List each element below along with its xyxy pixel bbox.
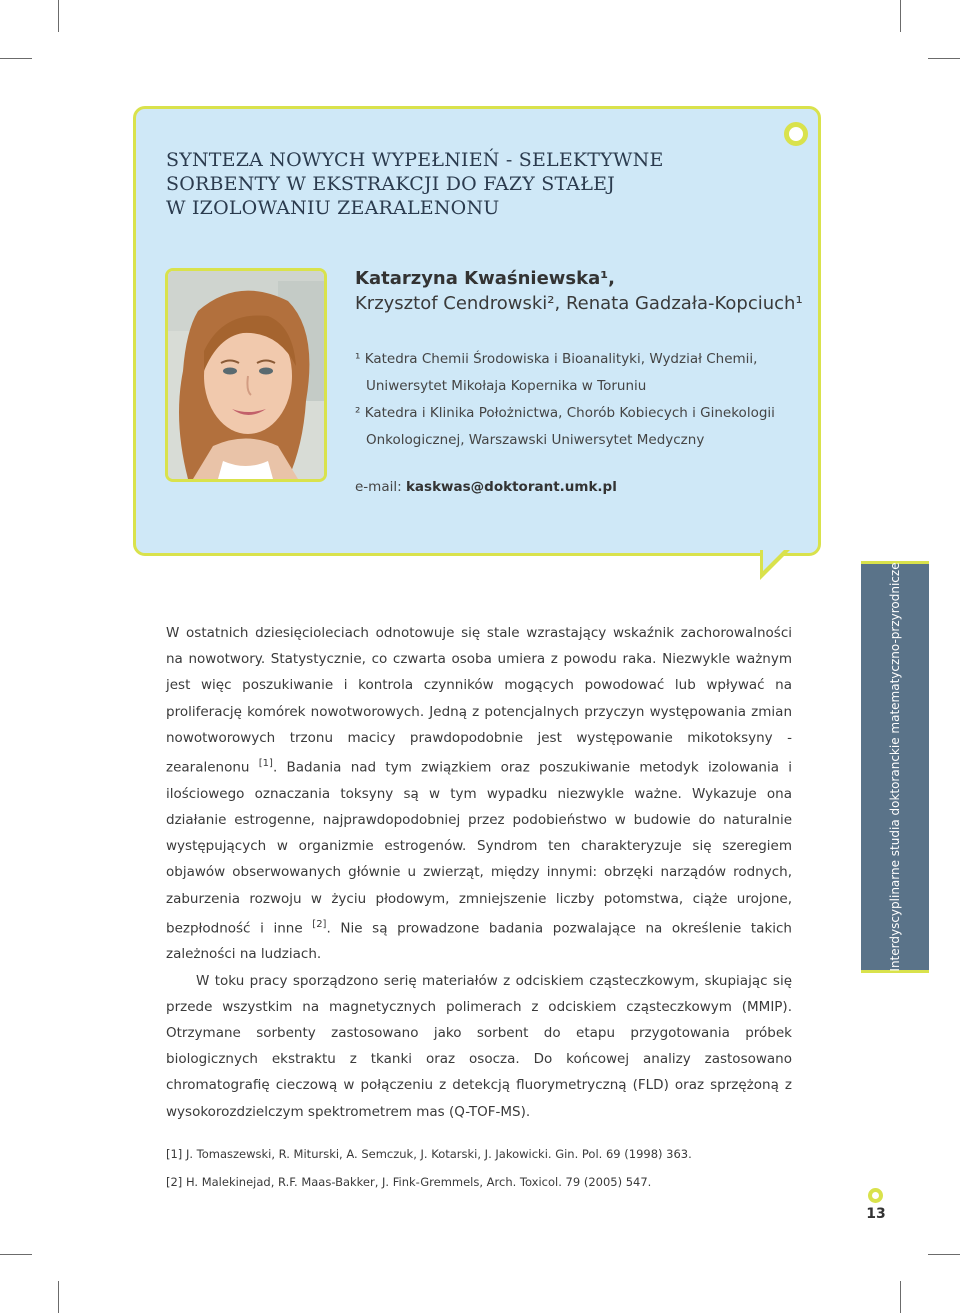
- side-band-text: Interdyscyplinarne studia doktoranckie matematyczno-przyrodnicze: [888, 562, 902, 972]
- citation-ref[interactable]: [1]: [258, 758, 273, 770]
- reference-item: [1] J. Tomaszewski, R. Miturski, A. Semczuk, J. Kotarski, J. Jakowicki. Gin. Pol. 69 (1998) 363.: [166, 1147, 692, 1161]
- affiliations: [355, 346, 810, 454]
- title-line: SYNTEZA NOWYCH WYPEŁNIEŃ - SELEKTYWNE: [166, 149, 664, 171]
- reference-item: [2] H. Malekinejad, R.F. Maas-Bakker, J. Fink-Gremmels, Arch. Toxicol. 79 (2005) 547.: [166, 1175, 652, 1189]
- authors: [355, 266, 805, 316]
- email-label: e-mail:: [355, 479, 402, 495]
- affiliation-1-line2: Uniwersytet Mikołaja Kopernika w Toruniu: [366, 378, 647, 394]
- author-photo: [165, 268, 327, 482]
- author-portrait-image: [168, 271, 324, 479]
- email-line: [355, 479, 617, 495]
- article-body: [166, 620, 792, 1125]
- paragraph: W toku pracy sporządzono serię materiałów z odciskiem cząsteczkowym, skupiając się przede wszystkim na magnetycznych polimerach z odciskiem cząsteczkowym (MMIP). Otrzymane sorbenty zastosowano jako sorbent do etapu przygotowania próbek biologicznych ekstraktu z tkanki oraz osocza. Do końcowej analizy zastosowano chromatografię cieczową w połączeniu z detekcją fluorymetryczną (FLD) oraz sprzężoną z wysokorozdzielczym spektrometrem mas (Q-TOF-MS).: [166, 972, 792, 1120]
- ring-icon: [868, 1188, 883, 1203]
- page-number: 13: [866, 1206, 886, 1222]
- paragraph-text: . Badania nad tym związkiem oraz poszukiwanie metodyk izolowania i ilościowego oznaczania toksyny są w tym wypadku niezwykle ważne. Wykazuje ona działanie estrogenne, najprawdopodobniej przez podobieństwo w budowie do naturalnie występujących w organizmie estrogenów. Syndrom ten charakteryzuje się szeregiem objawów obserwowanych głównie u zwierząt, między innymi: obrzęki narządów rodnych, zaburzenia rozwoju w życiu płodowym, zmniejszenie liczby potomstwa, ciąże urojone, bezpłodność i inne: [166, 759, 792, 937]
- title-line: SORBENTY W EKSTRAKCJI DO FAZY STAŁEJ: [166, 173, 615, 195]
- ring-icon: [784, 122, 808, 146]
- article-title: [166, 148, 726, 220]
- crop-mark: [900, 1281, 901, 1313]
- citation-ref[interactable]: [2]: [312, 918, 327, 930]
- email-address[interactable]: kaskwas@doktorant.umk.pl: [405, 479, 617, 495]
- references: [166, 1140, 786, 1196]
- affiliation-2-line2: Onkologicznej, Warszawski Uniwersytet Medyczny: [366, 432, 705, 448]
- paragraph-text: W ostatnich dziesięcioleciach odnotowuje się stale wzrastający wskaźnik zachorowalności na nowotwory. Statystycznie, co czwarta osoba umiera z powodu raka. Niezwykle ważnym jest więc poszukiwanie i kontrola czynników mogących powodować lub wpływać na proliferację komórek nowotworowych. Jedną z potencjalnych przyczyn występowania zmian nowotworowych trzonu macicy prawdopodobnie jest występowanie mikotoksyny - zearalenonu: [166, 625, 792, 776]
- affiliation-1-line1: ¹ Katedra Chemii Środowiska i Bioanalityki, Wydział Chemii,: [355, 351, 758, 367]
- crop-mark: [0, 1254, 32, 1255]
- crop-mark: [58, 0, 59, 32]
- paragraph: [166, 620, 792, 968]
- affiliation-2-line1: ² Katedra i Klinika Położnictwa, Chorób Kobiecych i Ginekologii: [355, 405, 775, 421]
- crop-mark: [900, 0, 901, 32]
- crop-mark: [928, 58, 960, 59]
- crop-mark: [0, 58, 32, 59]
- crop-mark: [928, 1254, 960, 1255]
- lead-author: Katarzyna Kwaśniewska¹,: [355, 268, 615, 289]
- co-authors: Krzysztof Cendrowski², Renata Gadzała-Kopciuch¹: [355, 293, 803, 314]
- speech-bubble-tail-fill: [763, 549, 785, 571]
- paragraph-text: . Nie są prowadzone badania pozwalające na określenie takich zależności na ludziach.: [166, 920, 792, 963]
- crop-mark: [58, 1281, 59, 1313]
- title-line: W IZOLOWANIU ZEARALENONU: [166, 197, 500, 219]
